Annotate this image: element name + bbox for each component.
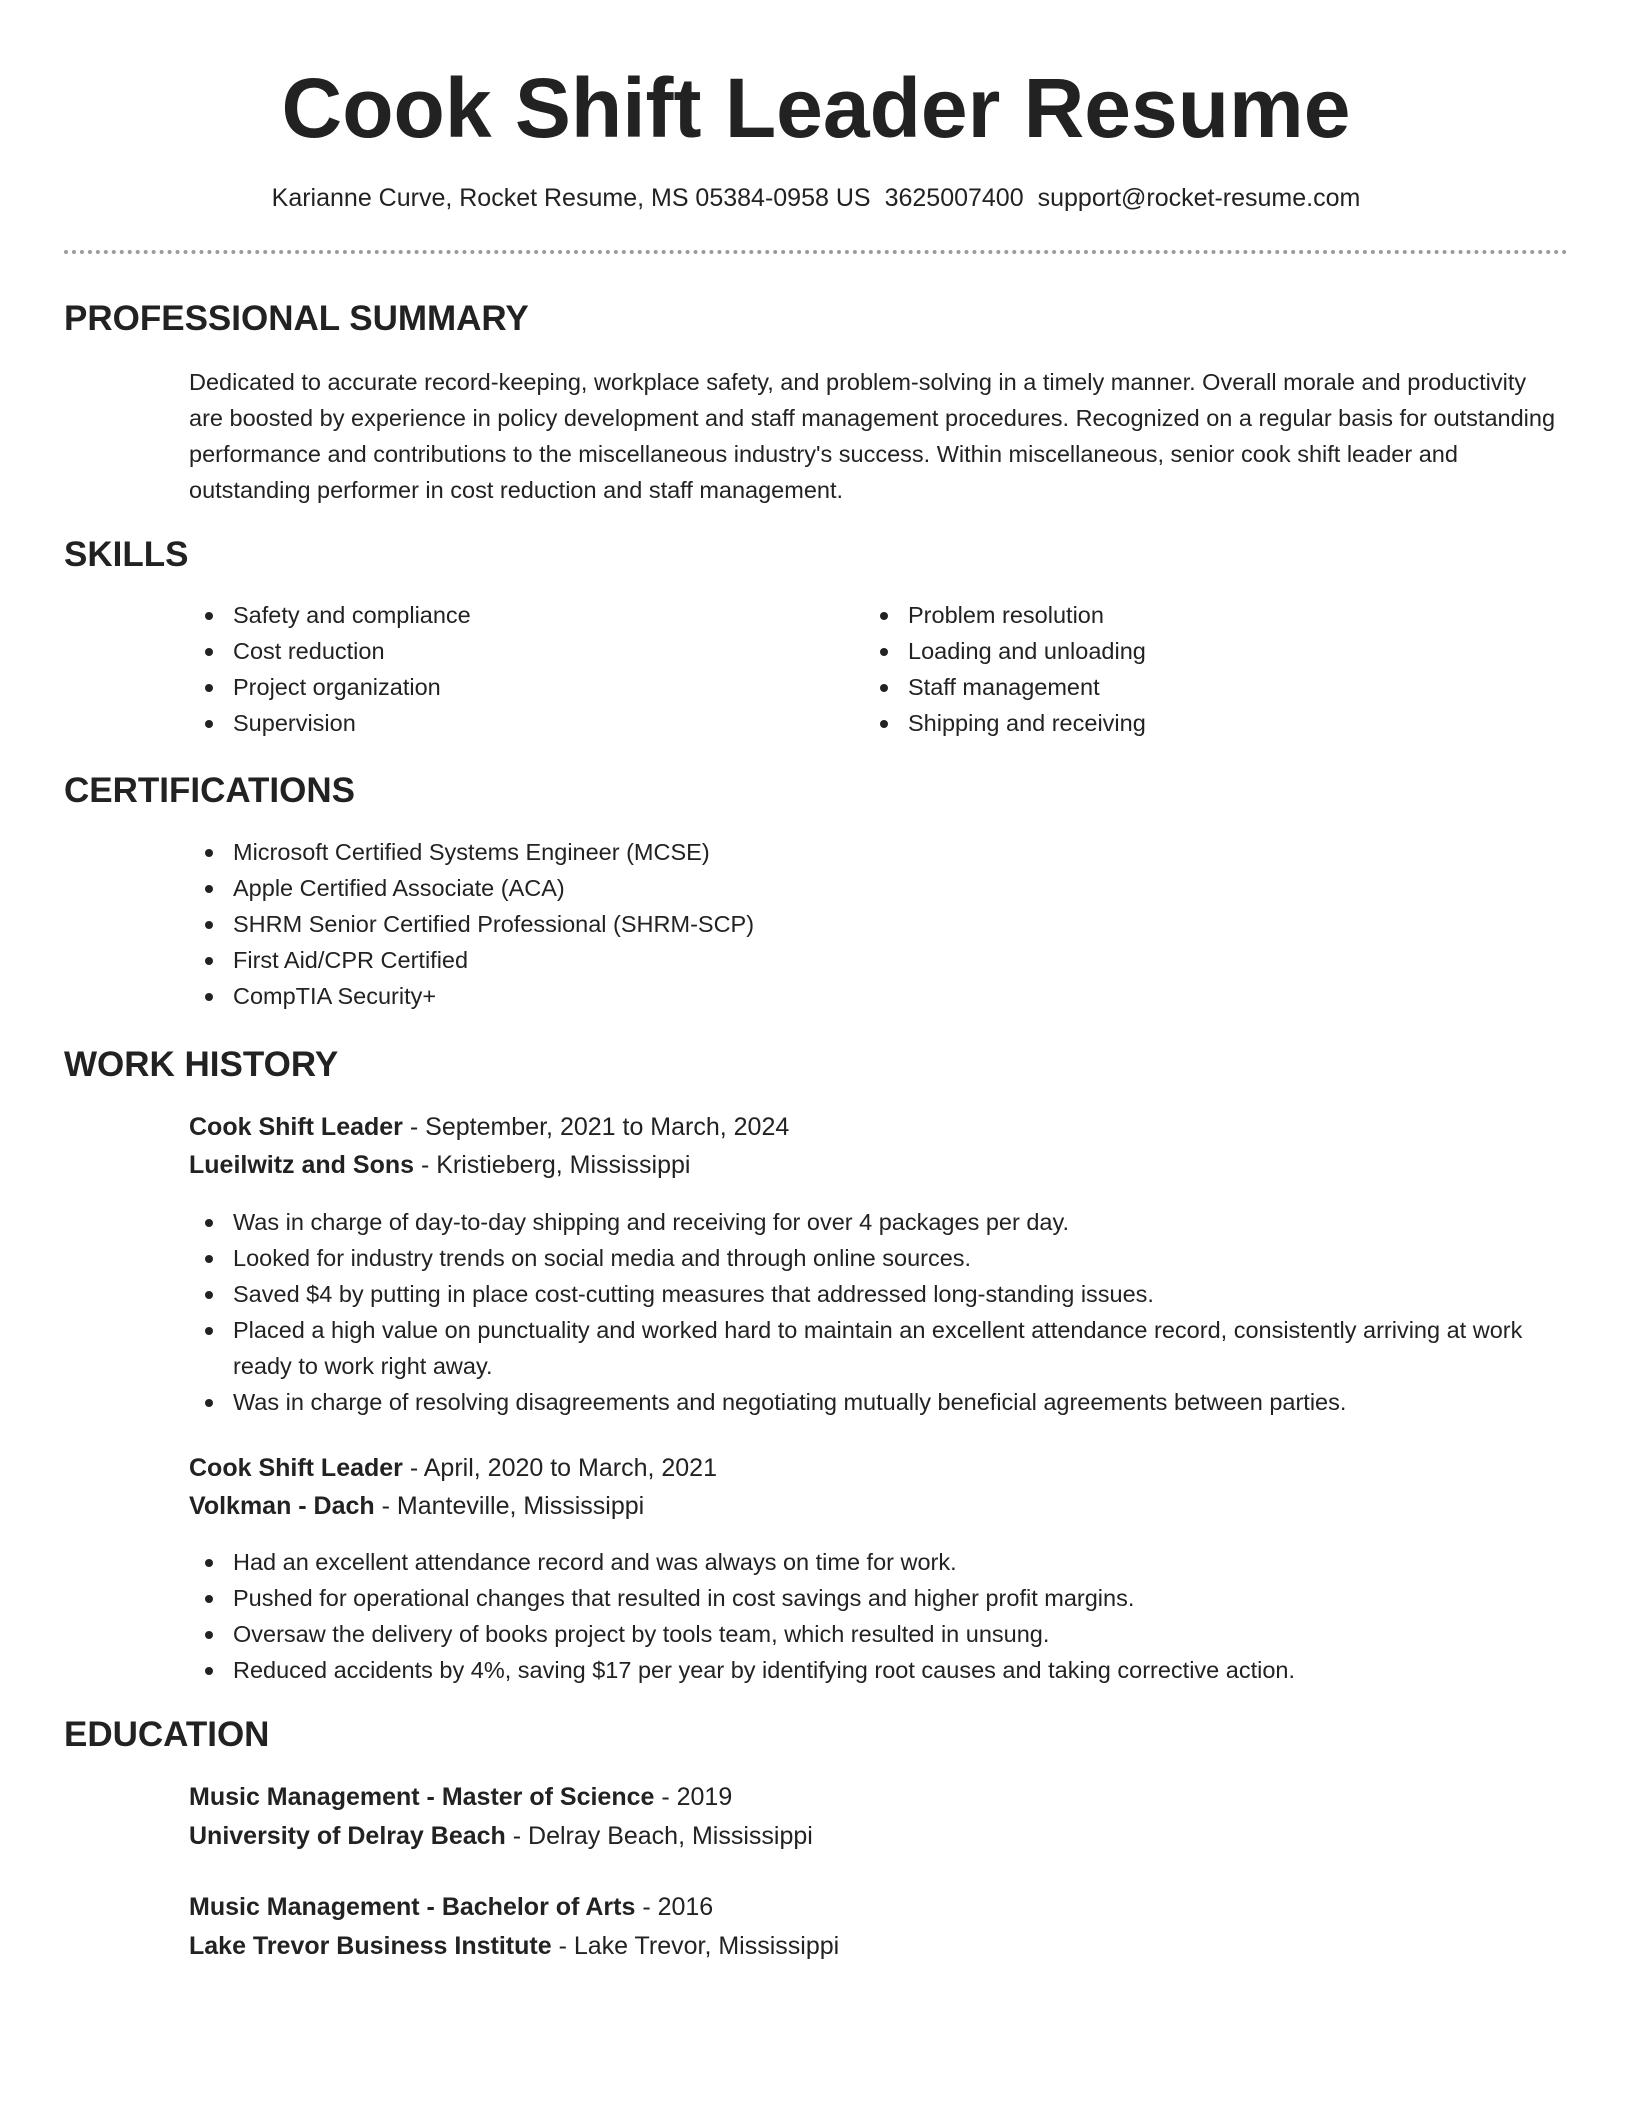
certification-item: Apple Certified Associate (ACA): [189, 870, 1189, 906]
education-degree-line: [189, 1888, 713, 1926]
job-bullet: Placed a high value on punctuality and worked hard to maintain an excellent attendance record, consistently arriving at work ready to work right away.: [189, 1312, 1564, 1384]
education-school-line: [189, 1817, 813, 1855]
education-degree-line: [189, 1778, 732, 1816]
education-location: - Delray Beach, Mississippi: [505, 1822, 813, 1850]
skill-item: Staff management: [864, 669, 1504, 705]
certifications-heading: CERTIFICATIONS: [64, 771, 356, 810]
work-history-heading: WORK HISTORY: [64, 1045, 339, 1084]
certification-item: SHRM Senior Certified Professional (SHRM-SCP): [189, 906, 1189, 942]
job-location: - Kristieberg, Mississippi: [414, 1151, 691, 1179]
skill-item: Problem resolution: [864, 597, 1504, 633]
contact-phone: 3625007400: [884, 184, 1024, 212]
education-location: - Lake Trevor, Mississippi: [551, 1932, 840, 1960]
job-bullet: Pushed for operational changes that resulted in cost savings and higher profit margins.: [189, 1580, 1564, 1616]
summary-heading: PROFESSIONAL SUMMARY: [64, 299, 529, 338]
job-company-line: [189, 1487, 644, 1525]
education-degree: Music Management - Master of Science: [189, 1783, 655, 1811]
job-bullets: [189, 1204, 1564, 1420]
job-location: - Manteville, Mississippi: [374, 1492, 645, 1520]
contact-email: support@rocket-resume.com: [1037, 184, 1361, 212]
job-bullet: Looked for industry trends on social media and through online sources.: [189, 1240, 1564, 1276]
skills-heading: SKILLS: [64, 535, 189, 574]
job-bullet: Saved $4 by putting in place cost-cutting measures that addressed long-standing issues.: [189, 1276, 1564, 1312]
skill-item: Safety and compliance: [189, 597, 829, 633]
job-bullet: Had an excellent attendance record and was always on time for work.: [189, 1544, 1564, 1580]
skill-item: Loading and unloading: [864, 633, 1504, 669]
education-heading: EDUCATION: [64, 1715, 270, 1754]
education-year: - 2016: [635, 1893, 714, 1921]
skills-list-right: [864, 597, 1504, 741]
certifications-list: [189, 834, 1189, 1014]
job-title-line: [189, 1108, 789, 1146]
resume-title: Cook Shift Leader Resume: [281, 61, 1351, 155]
job-company: Lueilwitz and Sons: [189, 1151, 415, 1179]
header-divider: [64, 250, 1568, 254]
job-title: Cook Shift Leader: [189, 1113, 403, 1141]
job-dates: - April, 2020 to March, 2021: [402, 1454, 717, 1482]
job-bullet: Reduced accidents by 4%, saving $17 per year by identifying root causes and taking corrective action.: [189, 1652, 1564, 1688]
certification-item: First Aid/CPR Certified: [189, 942, 1189, 978]
job-bullet: Oversaw the delivery of books project by tools team, which resulted in unsung.: [189, 1616, 1564, 1652]
contact-address: Karianne Curve, Rocket Resume, MS 05384-0958 US: [271, 184, 871, 212]
job-company-line: [189, 1146, 690, 1184]
skills-list-left: [189, 597, 829, 741]
job-title: Cook Shift Leader: [189, 1454, 403, 1482]
skill-item: Cost reduction: [189, 633, 829, 669]
certification-item: Microsoft Certified Systems Engineer (MCSE): [189, 834, 1189, 870]
skill-item: Supervision: [189, 705, 829, 741]
summary-text: Dedicated to accurate record-keeping, workplace safety, and problem-solving in a timely manner. Overall morale and productivity are boosted by experience in policy development and staff management procedures. Recognized on a regular basis for outstanding performance and contributions to the miscellaneous industry's success. Within miscellaneous, senior cook shift leader and outstanding performer in cost reduction and staff management.: [189, 369, 1556, 503]
skill-item: Shipping and receiving: [864, 705, 1504, 741]
education-degree: Music Management - Bachelor of Arts: [189, 1893, 636, 1921]
job-bullets: [189, 1544, 1564, 1688]
job-company: Volkman - Dach: [189, 1492, 375, 1520]
education-school-line: [189, 1927, 839, 1965]
contact-line: [0, 180, 1632, 216]
education-school: Lake Trevor Business Institute: [189, 1932, 552, 1960]
job-title-line: [189, 1449, 717, 1487]
job-dates: - September, 2021 to March, 2024: [402, 1113, 790, 1141]
job-bullet: Was in charge of day-to-day shipping and receiving for over 4 packages per day.: [189, 1204, 1564, 1240]
education-year: - 2019: [654, 1783, 733, 1811]
certification-item: CompTIA Security+: [189, 978, 1189, 1014]
job-bullet: Was in charge of resolving disagreements and negotiating mutually beneficial agreements between parties.: [189, 1384, 1564, 1420]
skill-item: Project organization: [189, 669, 829, 705]
education-school: University of Delray Beach: [189, 1822, 506, 1850]
